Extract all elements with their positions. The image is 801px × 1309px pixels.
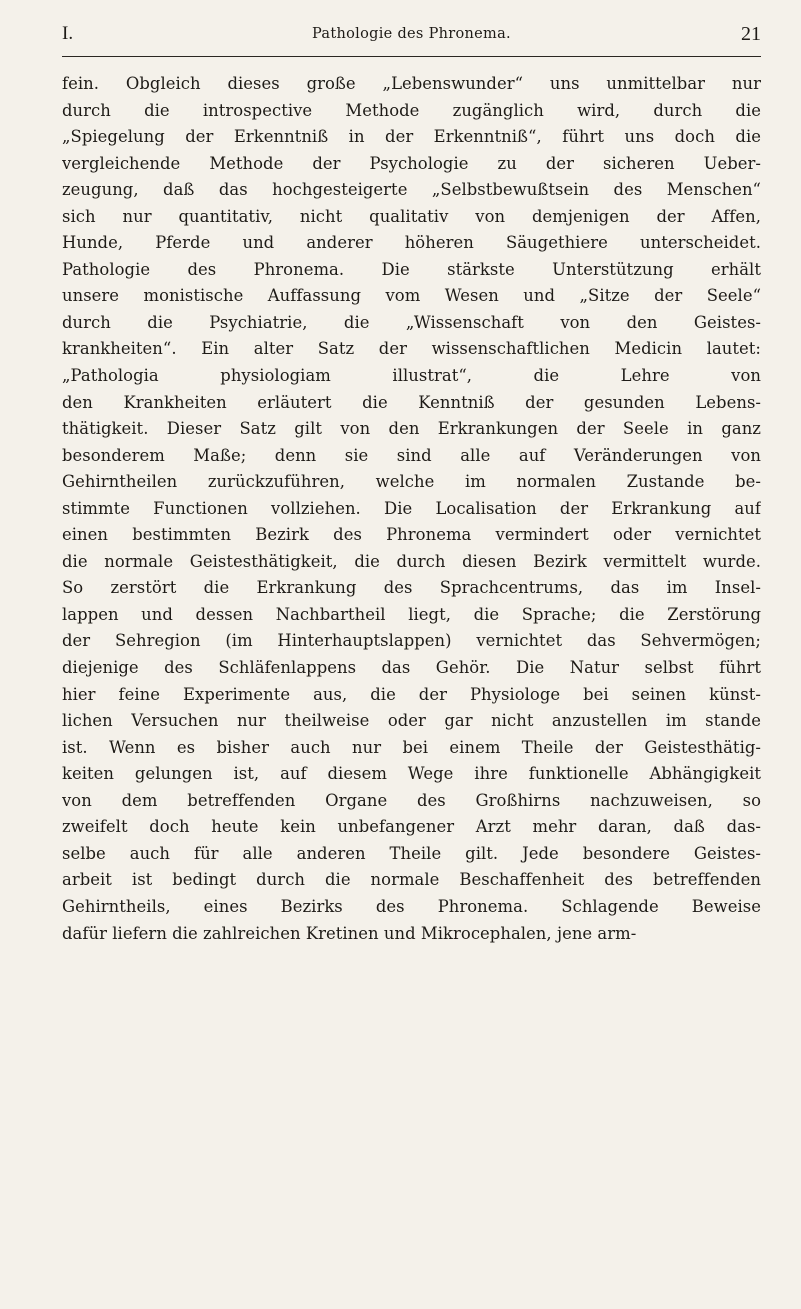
text-line: „Spiegelung der Erkenntniß in der Erkenntniß“, führt uns doch die [62,127,761,147]
text-line: von dem betreffenden Organe des Großhirns nachzuweisen, so [62,790,761,810]
text-line: keiten gelungen ist, auf diesem Wege ihre funktionelle Abhängigkeit [62,764,761,784]
body-text [62,71,761,947]
text-line: So zerstört die Erkrankung des Sprachcentrums, das im Insel- [62,578,761,598]
text-line: zeugung, daß das hochgesteigerte „Selbstbewußtsein des Menschen“ [62,180,761,200]
text-line: Gehirntheils, eines Bezirks des Phronema. Schlagende Beweise [62,896,761,916]
text-line: lappen und dessen Nachbartheil liegt, die Sprache; die Zerstörung [62,604,761,624]
text-line: hier feine Experimente aus, die der Physiologe bei seinen künst- [62,684,761,704]
text-line: der Sehregion (im Hinterhauptslappen) vernichtet das Sehvermögen; [62,631,761,651]
text-line: stimmte Functionen vollziehen. Die Localisation der Erkrankung auf [62,498,761,518]
page-number: 21 [741,23,761,45]
text-line: den Krankheiten erläutert die Kenntniß der gesunden Lebens- [62,392,761,412]
text-line: durch die introspective Methode zugänglich wird, durch die [62,100,761,120]
text-line: krankheiten“. Ein alter Satz der wissenschaftlichen Medicin lautet: [62,339,761,359]
text-line: thätigkeit. Dieser Satz gilt von den Erkrankungen der Seele in ganz [62,419,761,439]
text-line: diejenige des Schläfenlappens das Gehör. Die Natur selbst führt [62,658,761,678]
text-line: zweifelt doch heute kein unbefangener Arzt mehr daran, daß das- [62,817,761,837]
text-line: fein. Obgleich dieses große „Lebenswunder“ uns unmittelbar nur [62,74,761,93]
running-title: Pathologie des Phronema. [312,26,511,42]
text-line: selbe auch für alle anderen Theile gilt. Jede besondere Geistes- [62,843,761,863]
header-rule [62,56,761,57]
text-line: ist. Wenn es bisher auch nur bei einem Theile der Geistesthätig- [62,737,761,757]
section-number: I. [62,23,74,44]
text-line: „Pathologia physiologiam illustrat“, die Lehre von [62,366,761,386]
text-line: arbeit ist bedingt durch die normale Beschaffenheit des betreffenden [62,870,761,890]
text-line: sich nur quantitativ, nicht qualitativ von demjenigen der Affen, [62,206,761,226]
text-line: lichen Versuchen nur theilweise oder gar nicht anzustellen im stande [62,711,761,731]
text-line: dafür liefern die zahlreichen Kretinen und Mikrocephalen, jene arm- [62,923,637,943]
text-line: unsere monistische Auffassung vom Wesen und „Sitze der Seele“ [62,286,761,306]
running-head [62,14,761,54]
text-line: Pathologie des Phronema. Die stärkste Unterstützung erhält [62,259,761,279]
text-line: vergleichende Methode der Psychologie zu der sicheren Ueber- [62,153,761,173]
text-line: einen bestimmten Bezirk des Phronema vermindert oder vernichtet [62,525,761,545]
text-line: besonderem Maße; denn sie sind alle auf Veränderungen von [62,445,761,465]
text-line: Hunde, Pferde und anderer höheren Säugethiere unterscheidet. [62,233,761,253]
text-line: Gehirntheilen zurückzuführen, welche im normalen Zustande be- [62,472,761,492]
text-line: durch die Psychiatrie, die „Wissenschaft von den Geistes- [62,312,761,332]
text-line: die normale Geistesthätigkeit, die durch diesen Bezirk vermittelt wurde. [62,551,761,571]
